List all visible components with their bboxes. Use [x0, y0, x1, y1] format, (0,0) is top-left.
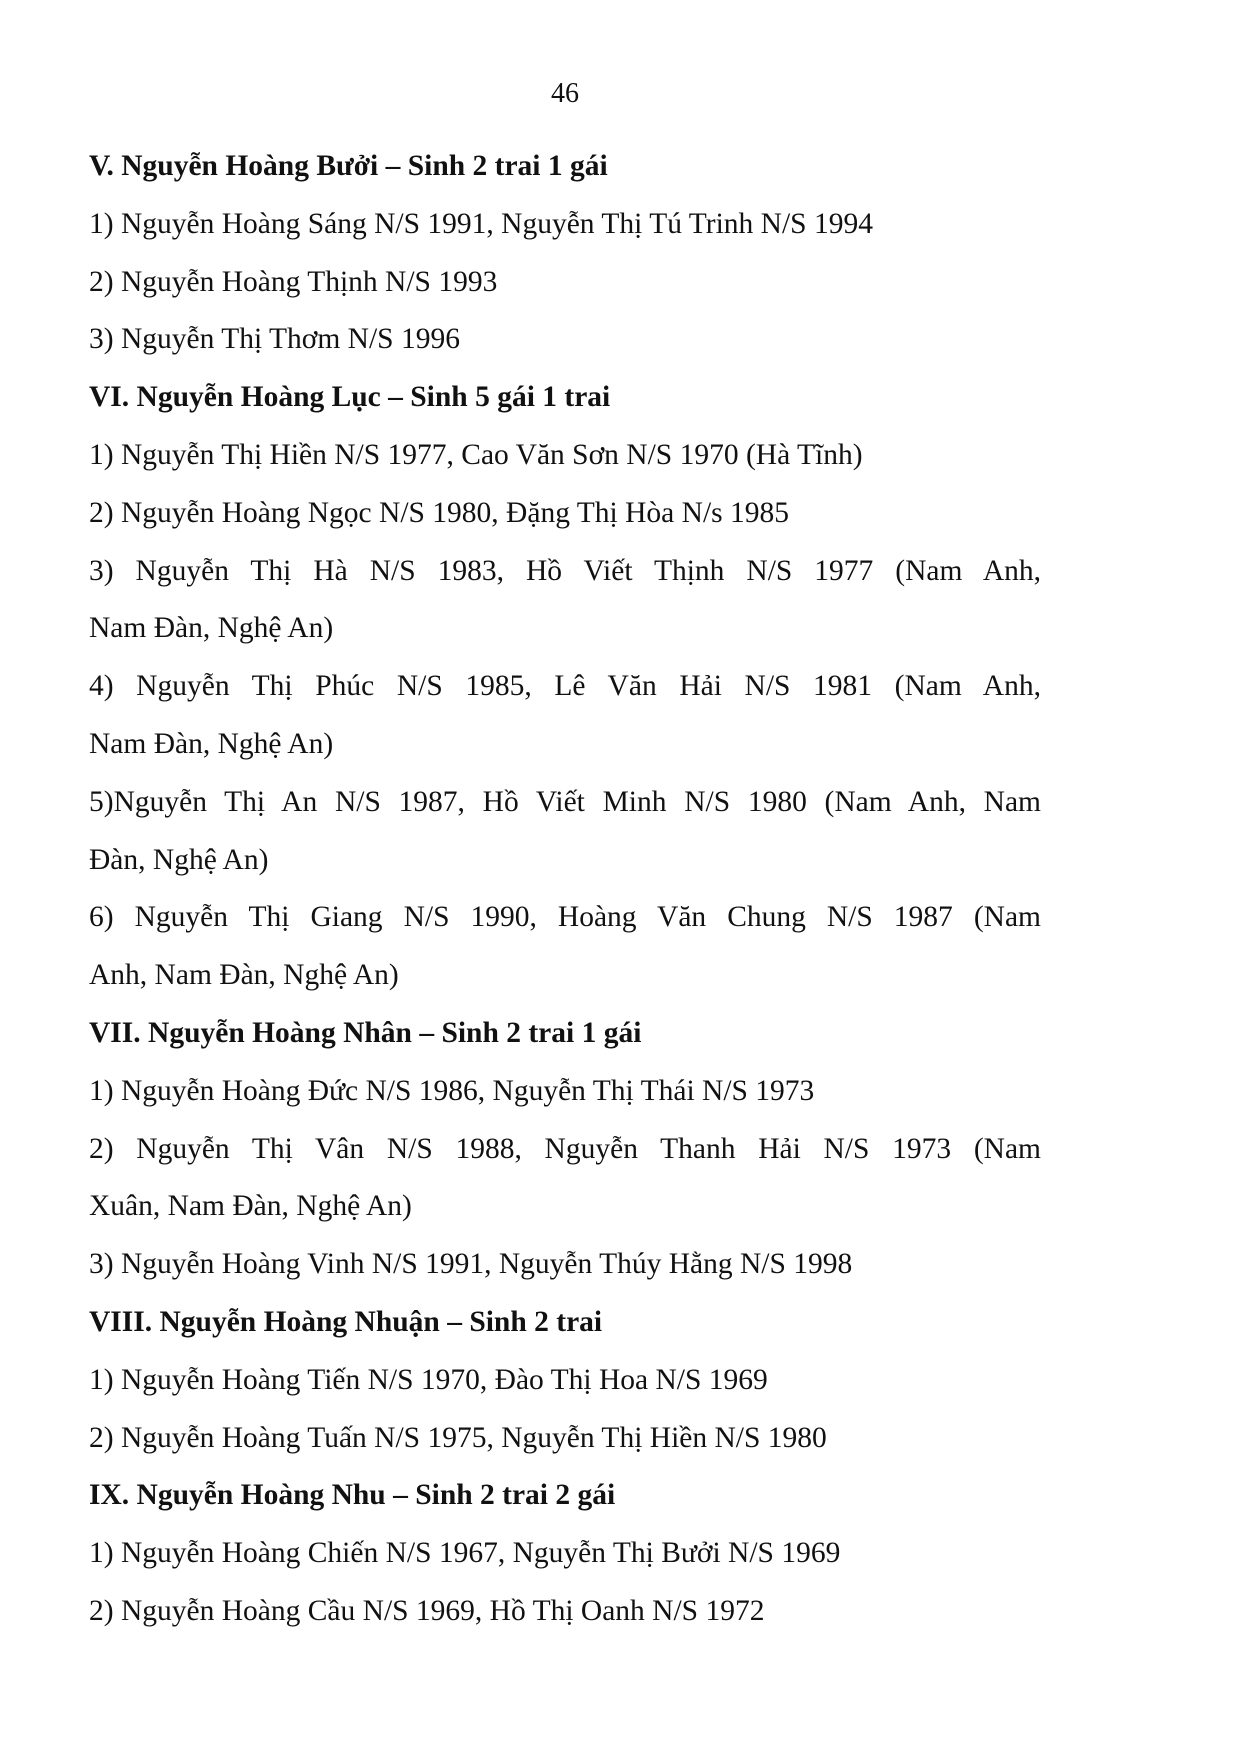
document-line: 2) Nguyễn Hoàng Cầu N/S 1969, Hồ Thị Oanh N/S 1972	[89, 1594, 765, 1627]
document-line: 2) Nguyễn Hoàng Thịnh N/S 1993	[89, 265, 498, 298]
document-line: 1) Nguyễn Thị Hiền N/S 1977, Cao Văn Sơn N/S 1970 (Hà Tĩnh)	[89, 438, 863, 471]
document-line: 3) Nguyễn Thị Hà N/S 1983, Hồ Viết Thịnh N/S 1977 (Nam Anh,	[89, 554, 1041, 587]
section-heading: VIII. Nguyễn Hoàng Nhuận – Sinh 2 trai	[89, 1305, 603, 1338]
document-line: 5)Nguyễn Thị An N/S 1987, Hồ Viết Minh N/S 1980 (Nam Anh, Nam	[89, 785, 1041, 818]
section-heading: V. Nguyễn Hoàng Bưởi – Sinh 2 trai 1 gái	[89, 150, 608, 182]
section-heading: VI. Nguyễn Hoàng Lục – Sinh 5 gái 1 trai	[89, 381, 611, 414]
document-line: 3) Nguyễn Hoàng Vinh N/S 1991, Nguyễn Thúy Hằng N/S 1998	[89, 1248, 853, 1281]
document-line: Nam Đàn, Nghệ An)	[89, 612, 334, 645]
document-body	[89, 138, 1041, 1641]
document-line: Nam Đàn, Nghệ An)	[89, 727, 334, 760]
document-line: Anh, Nam Đàn, Nghệ An)	[89, 959, 399, 992]
document-line: 1) Nguyễn Hoàng Sáng N/S 1991, Nguyễn Thị Tú Trinh N/S 1994	[89, 207, 873, 240]
document-line: Đàn, Nghệ An)	[89, 843, 269, 876]
section-heading: IX. Nguyễn Hoàng Nhu – Sinh 2 trai 2 gái	[89, 1479, 616, 1512]
page-number: 46	[551, 78, 579, 109]
document-line: 3) Nguyễn Thị Thơm N/S 1996	[89, 323, 460, 356]
document-line: 2) Nguyễn Hoàng Ngọc N/S 1980, Đặng Thị Hòa N/s 1985	[89, 496, 790, 529]
document-line: 2) Nguyễn Thị Vân N/S 1988, Nguyễn Thanh Hải N/S 1973 (Nam	[89, 1132, 1041, 1165]
document-line: Xuân, Nam Đàn, Nghệ An)	[89, 1190, 412, 1223]
section-heading: VII. Nguyễn Hoàng Nhân – Sinh 2 trai 1 gái	[89, 1016, 642, 1049]
document-line: 1) Nguyễn Hoàng Tiến N/S 1970, Đào Thị Hoa N/S 1969	[89, 1363, 768, 1396]
document-line: 6) Nguyễn Thị Giang N/S 1990, Hoàng Văn Chung N/S 1987 (Nam	[89, 901, 1041, 934]
document-line: 4) Nguyễn Thị Phúc N/S 1985, Lê Văn Hải N/S 1981 (Nam Anh,	[89, 670, 1041, 703]
document-line: 1) Nguyễn Hoàng Chiến N/S 1967, Nguyễn Thị Bưởi N/S 1969	[89, 1537, 841, 1570]
document-line: 1) Nguyễn Hoàng Đức N/S 1986, Nguyễn Thị Thái N/S 1973	[89, 1074, 815, 1107]
document-line: 2) Nguyễn Hoàng Tuấn N/S 1975, Nguyễn Thị Hiền N/S 1980	[89, 1421, 827, 1454]
